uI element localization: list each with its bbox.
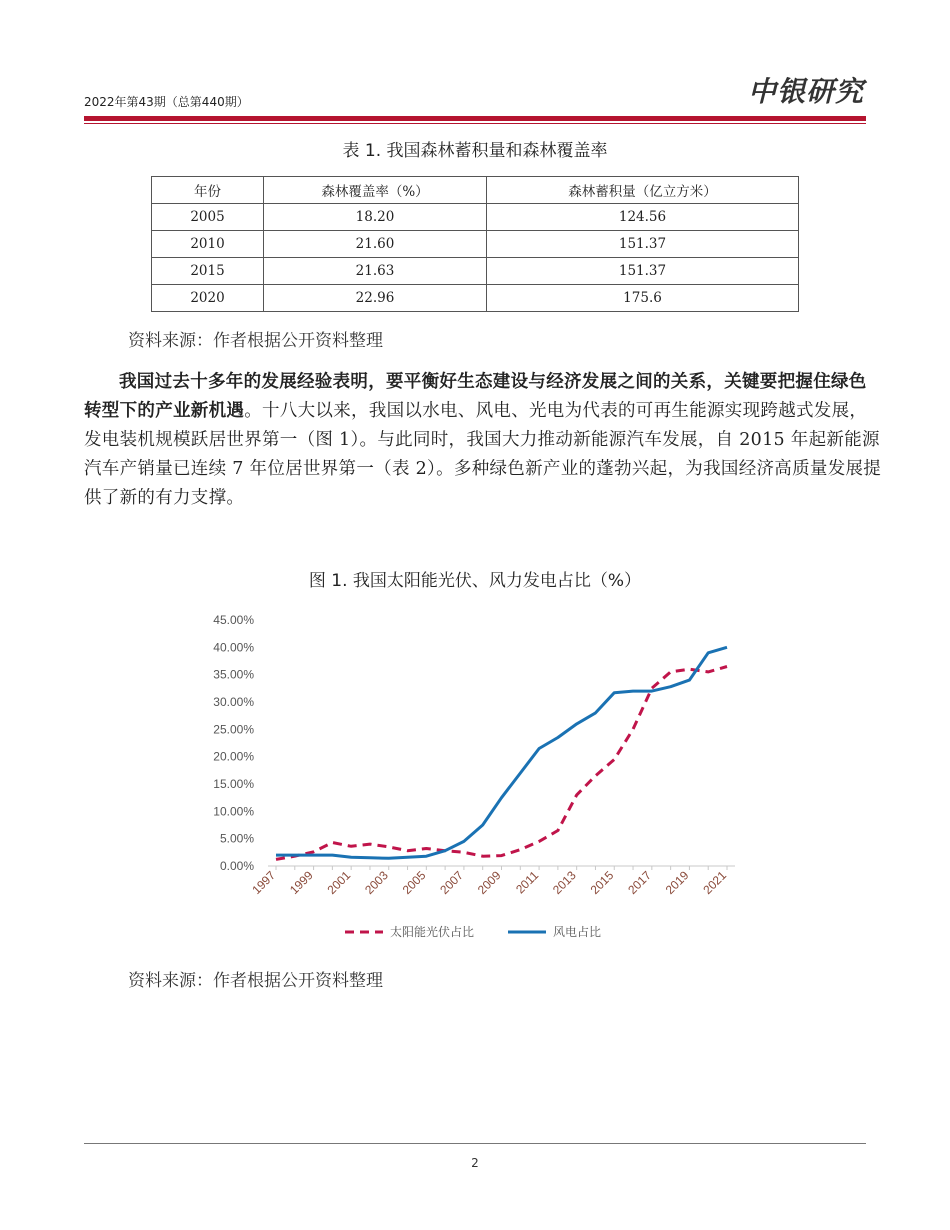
x-tick-label: 1999 <box>286 868 316 898</box>
header-rule-thin <box>84 123 866 124</box>
table-cell: 2005 <box>152 204 264 231</box>
issue-label: 2022年第43期（总第440期） <box>84 95 249 109</box>
y-tick-label: 40.00% <box>213 640 254 655</box>
x-tick-label: 2013 <box>550 868 579 898</box>
y-tick-label: 15.00% <box>213 777 254 791</box>
solar-series-line <box>276 667 727 860</box>
table-cell: 2020 <box>152 285 264 312</box>
header-rule <box>84 116 866 121</box>
table-cell: 2010 <box>152 231 264 258</box>
x-tick-label: 2005 <box>399 868 429 898</box>
x-tick-label: 2009 <box>474 868 504 898</box>
table-cell: 151.37 <box>487 258 799 285</box>
table-cell: 21.63 <box>264 258 487 285</box>
x-tick-label: 2011 <box>513 868 542 897</box>
table-header-row <box>152 177 799 204</box>
x-tick-label: 2003 <box>362 868 391 898</box>
y-tick-label: 30.00% <box>213 695 254 709</box>
table-caption: 表 1. 我国森林蓄积量和森林覆盖率 <box>342 141 608 161</box>
y-tick-label: 25.00% <box>213 722 254 737</box>
table-header-cell: 森林蓄积量（亿立方米） <box>487 177 799 204</box>
y-tick-label: 20.00% <box>213 749 254 764</box>
table-row <box>152 231 799 258</box>
table-cell: 175.6 <box>487 285 799 312</box>
x-tick-label: 2007 <box>437 868 467 898</box>
x-tick-label: 1997 <box>249 868 279 898</box>
logo: 中银研究 <box>748 75 865 108</box>
y-tick-label: 35.00% <box>213 667 254 682</box>
line-chart <box>190 600 760 950</box>
x-tick-label: 2001 <box>324 868 354 898</box>
table-header-cell: 森林覆盖率（%） <box>264 177 487 204</box>
y-tick-label: 45.00% <box>213 613 254 627</box>
table-cell: 124.56 <box>487 204 799 231</box>
body-paragraph <box>84 368 884 513</box>
table-cell: 151.37 <box>487 231 799 258</box>
table-source: 资料来源：作者根据公开资料整理 <box>128 331 383 351</box>
table-row <box>152 285 799 312</box>
page-number: 2 <box>471 1156 479 1170</box>
legend-wind-label: 风电占比 <box>553 925 602 939</box>
table-cell: 22.96 <box>264 285 487 312</box>
footer-rule <box>84 1143 866 1144</box>
figure-source: 资料来源：作者根据公开资料整理 <box>128 971 383 991</box>
table-cell: 18.20 <box>264 204 487 231</box>
x-tick-label: 2021 <box>700 868 730 898</box>
figure-caption: 图 1. 我国太阳能光伏、风力发电占比（%） <box>308 571 642 591</box>
y-tick-label: 10.00% <box>213 804 254 819</box>
legend-solar-label: 太阳能光伏占比 <box>390 925 475 939</box>
table-cell: 21.60 <box>264 231 487 258</box>
y-tick-label: 0.00% <box>219 859 254 873</box>
table-row <box>152 258 799 285</box>
table-cell: 2015 <box>152 258 264 285</box>
table-row <box>152 204 799 231</box>
wind-series-line <box>276 647 727 858</box>
paragraph-body: 。十八大以来，我国以水电、风电、光电为代表的可再生能源实现跨越式发展，发电装机规模跃居世界第一（图 1）。与此同时，我国大力推动新能源汽车发展，自 2015 年起新能源汽车产销量已连续 7 年位居世界第一（表 2）。多种绿色新产业的蓬勃兴起，为我国经济高质量发展提供了新的有力支撑。 <box>84 401 882 508</box>
table-header-cell: 年份 <box>152 177 264 204</box>
x-tick-label: 2019 <box>662 868 692 898</box>
x-tick-label: 2015 <box>587 868 617 898</box>
x-tick-label: 2017 <box>625 868 654 898</box>
paragraph-lead: 我国过去十多年的发展经验表明，要平衡好生态建设与经济发展之间的关系，关键要把握住绿色转型下的产业新机遇 <box>84 372 867 421</box>
forest-table <box>151 176 799 312</box>
y-tick-label: 5.00% <box>219 831 254 846</box>
